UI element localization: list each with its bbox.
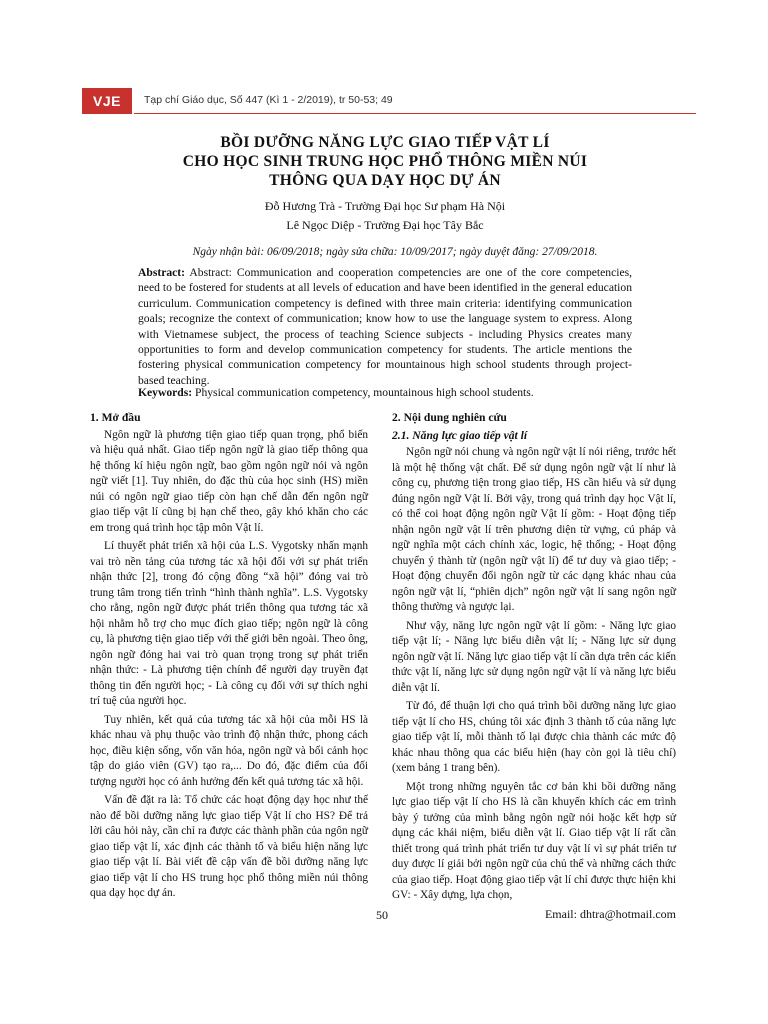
paragraph: Tuy nhiên, kết quả của tương tác xã hội của mỗi HS là khác nhau và phụ thuộc vào trình độ nhận thức, phong cách học, điều kiện sống, vốn văn hóa, ngôn ngữ và bối cảnh học tập do giáo viên (GV) tạo ra,... Do đó, đặc điểm của đối tượng người học có ảnh hưởng đến kết quả tương tác xã hội. xyxy=(90,713,368,788)
article-title xyxy=(120,133,650,190)
keywords-label: Keywords: xyxy=(138,386,193,399)
author-email: Email: dhtra@hotmail.com xyxy=(544,907,676,921)
paragraph: Lí thuyết phát triển xã hội của L.S. Vygotsky nhấn mạnh vai trò nền tảng của tương tác xã hội đối với sự phát triển nhận thức [2], trong đó cộng đồng “xã hội” đóng vai trò trung tâm trong tiến trình “hình thành nghĩa”. L.S. Vygotsky cho rằng, ngôn ngữ được phát triển thông qua tương tác xã hội nhằm hỗ trợ cho mục đích giao tiếp; ngôn ngữ là công cụ, là phương tiện giao tiếp với thế giới bên ngoài. Theo ông, ngôn ngữ đóng hai vai trò quan trọng trong sự phát triển nhận thức: - Là phương tiện chính để người dạy truyền đạt thông tin đến người học; - Là công cụ đối với sự thích nghi trí tuệ của người học. xyxy=(90,540,368,707)
subsection-heading: 2.1. Năng lực giao tiếp vật lí xyxy=(392,428,528,442)
abstract-label: Abstract: xyxy=(138,266,186,279)
left-column xyxy=(90,410,368,905)
abstract-text: Abstract: Communication and cooperation competencies are one of the core competencies, need to be fostered for students at all levels of education and have been identified in the general education curriculum. Communication competency is defined with three main criteria: identifying communication goals; recognize the context of communication; know how to use the language system to express. Along with Vietnamese subject, the process of teaching Science subjects - including Physics creates many opportunities to form and develop communication competency for students. The article mentions the fostering physical communication competency for mountainous high school students through project-based teaching. xyxy=(138,266,632,387)
title-line-3: THÔNG QUA DẠY HỌC DỰ ÁN xyxy=(269,172,501,189)
paragraph: Vấn đề đặt ra là: Tổ chức các hoạt động dạy học như thế nào để bồi dưỡng năng lực giao tiếp Vật lí cho HS? Để trả lời câu hỏi này, cần chỉ ra được các thành phần của ngôn ngữ giao tiếp vật lí, xác định các thành tố và biểu hiện năng lực giao tiếp vật lí. Bài viết đề cập vấn đề bồi dưỡng năng lực giao tiếp vật lí cho HS trung học phổ thông miền núi thông qua dạy học dự án. xyxy=(90,794,368,899)
keywords xyxy=(138,386,638,399)
paragraph: Một trong những nguyên tắc cơ bản khi bồi dưỡng năng lực giao tiếp vật lí cho HS là cần khuyến khích các em trình bày ý tưởng của mình bằng ngôn ngữ nói hoặc kết hợp sử dụng các khái niệm, biểu diễn vật lí. Giao tiếp vật lí rất cần thiết trong quá trình phát triển tư duy vật lí vì sự phát triển tư duy được lí giải bởi ngôn ngữ của chủ thể và những cách thức của giao tiếp. Hoạt động giao tiếp vật lí chỉ được thực hiện khi GV: - Xây dựng, lựa chọn, xyxy=(392,780,676,901)
author-list xyxy=(120,197,650,235)
abstract xyxy=(138,265,632,388)
title-line-1: BỒI DƯỠNG NĂNG LỰC GIAO TIẾP VẬT LÍ xyxy=(220,134,550,151)
submission-dates: Ngày nhận bài: 06/09/2018; ngày sửa chữa: 10/09/2017; ngày duyệt đăng: 27/09/2018. xyxy=(192,246,598,258)
title-line-2: CHO HỌC SINH TRUNG HỌC PHỔ THÔNG MIỀN NÚI xyxy=(182,153,588,170)
right-column xyxy=(392,410,676,907)
keywords-text: Physical communication competency, mountainous high school students. xyxy=(195,386,534,399)
author-1: Đỗ Hương Trà - Trường Đại học Sư phạm Hà Nội xyxy=(264,199,506,213)
paragraph: Ngôn ngữ nói chung và ngôn ngữ vật lí nói riêng, trước hết là một hệ thống vật chất. Để sử dụng ngôn ngữ vật lí như là công cụ, phương tiện trong giao tiếp, HS cần hiểu và sử dụng đúng ngôn ngữ Vật lí. Bởi vậy, trong quá trình dạy học Vật lí, có thể coi hoạt động ngôn ngữ Vật lí gồm: - Hoạt động tiếp nhận ngôn ngữ vật lí trên phương diện từ vựng, cú pháp và ngữ nghĩa một cách chính xác, logic, hệ thống; - Hoạt động chuyển ý thành từ (ngôn ngữ vật lí) để tư duy và giao tiếp; - Hoạt động chuyển đổi ngôn ngữ từ các dạng khác nhau của ngôn ngữ vật lí, “phiên dịch” ngôn ngữ vật lí sang ngôn ngữ thông thường và ngược lại. xyxy=(392,446,676,613)
page-number: 50 xyxy=(376,908,388,922)
journal-reference: Tạp chí Giáo dục, Số 447 (Kì 1 - 2/2019), tr 50-53; 49 xyxy=(144,94,393,106)
header-rule xyxy=(134,113,696,114)
paragraph: Như vậy, năng lực ngôn ngữ vật lí gồm: - Năng lực giao tiếp vật lí; - Năng lực biểu diễn vật lí; - Năng lực sử dụng ngôn ngữ vật lí. Năng lực giao tiếp vật lí cần dựa trên các kiến thức vật lí, năng lực sử dụng ngôn ngữ vật lí và năng lực biểu diễn vật lí. xyxy=(392,619,676,694)
author-2: Lê Ngọc Diệp - Trường Đại học Tây Bắc xyxy=(286,218,484,232)
section-heading-introduction: 1. Mở đầu xyxy=(90,411,141,424)
paragraph: Từ đó, để thuận lợi cho quá trình bồi dưỡng năng lực giao tiếp vật lí cho HS, chúng tôi xác định 3 thành tố của năng lực giao tiếp vật lí, mỗi thành tố lại được chia thành các mức độ khác nhau thông qua các biểu hiện (hay còn gọi là tiêu chí) (xem bảng 1 trang bên). xyxy=(392,700,676,774)
paragraph: Ngôn ngữ là phương tiện giao tiếp quan trọng, phổ biến và hiệu quả nhất. Giao tiếp ngôn ngữ là giao tiếp thông qua hệ thống kí hiệu ngôn ngữ, bao gồm ngôn ngữ nói và ngôn ngữ viết [1]. Tuy nhiên, do đặc thù của học sinh (HS) miền núi có ngôn ngữ giao tiếp còn hạn chế dẫn đến ngôn ngữ giao tiếp vật lí cũng bị hạn chế theo, gây khó khăn cho các em trong quá trình học tập môn Vật lí. xyxy=(90,428,368,534)
section-heading-research-content: 2. Nội dung nghiên cứu xyxy=(392,411,507,424)
journal-logo-badge: VJE xyxy=(82,88,132,114)
